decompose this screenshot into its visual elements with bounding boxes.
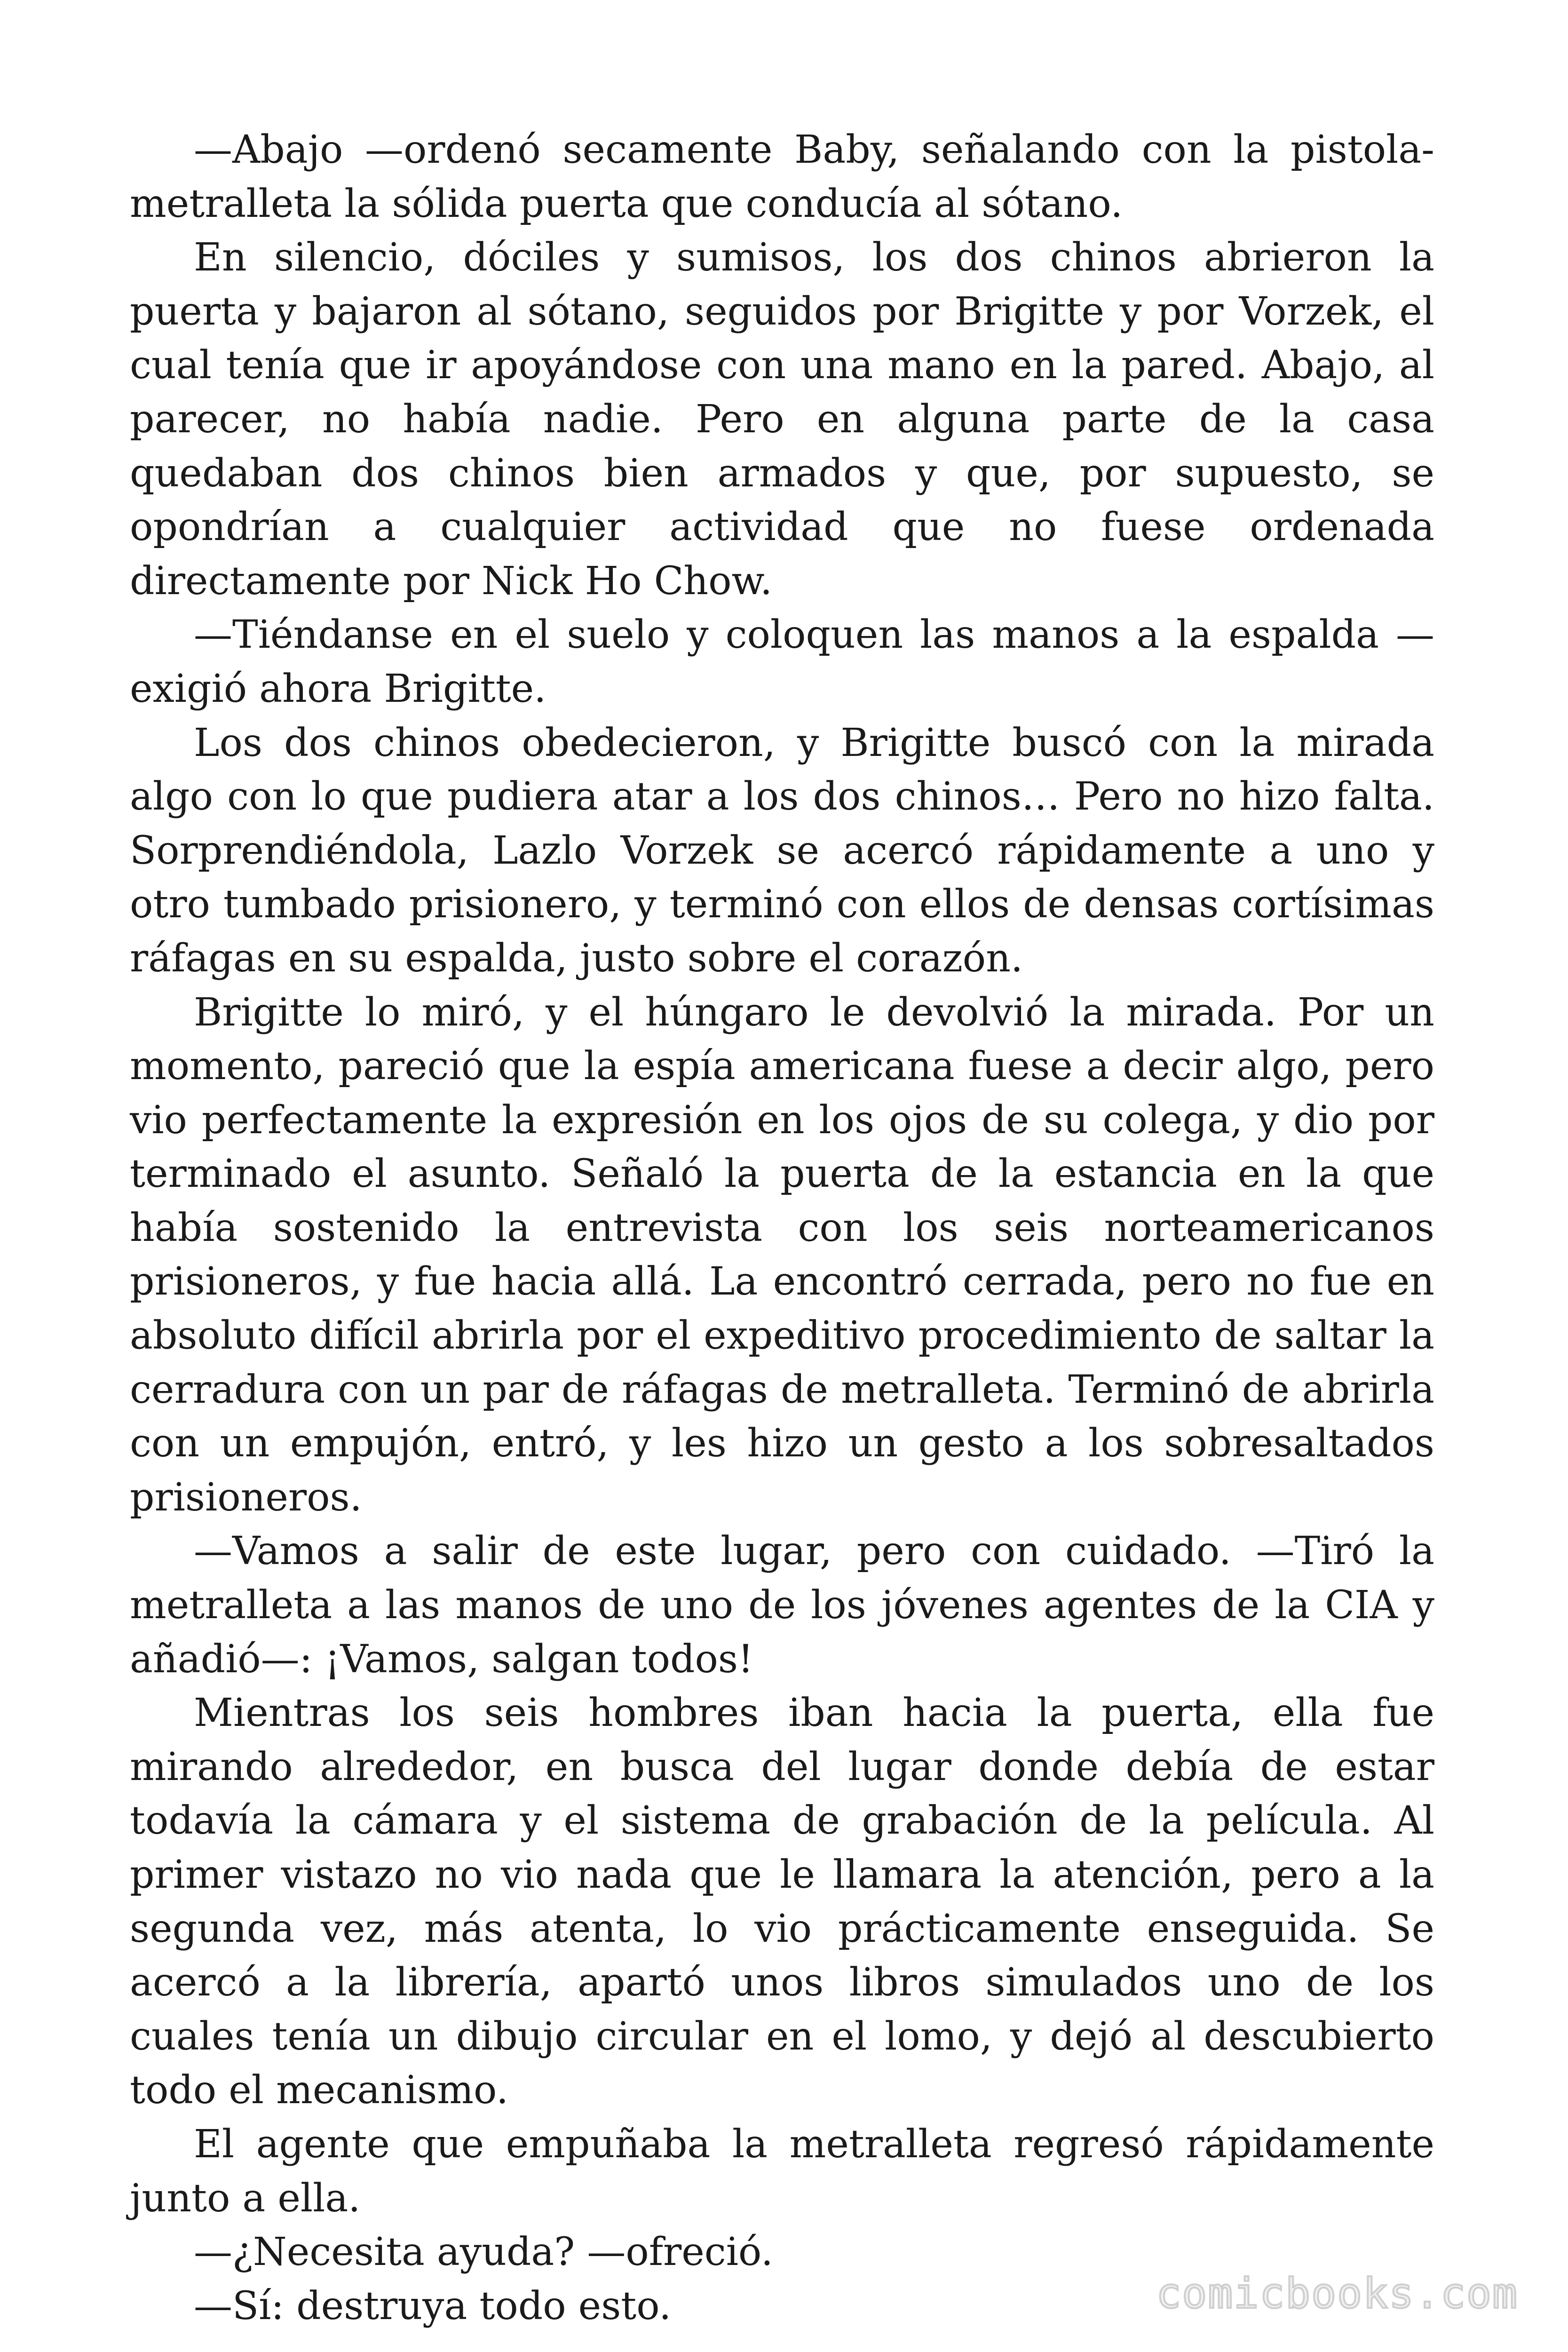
paragraph-3: —Tiéndanse en el suelo y coloquen las manos a la espalda —exigió ahora Brigitte. [130, 612, 1434, 711]
paragraph-2: En silencio, dóciles y sumisos, los dos chinos abrieron la puerta y bajaron al sótano, seguidos por Brigitte y por Vorzek, el cual tenía que ir apoyándose con una mano en la pared. Abajo, al parecer, no había nadie. Pero en alguna parte de la casa quedaban dos chinos bien armados y que, por supuesto, se opondrían a cualquier actividad que no fuese ordenada directamente por Nick Ho Chow. [130, 235, 1434, 604]
body-text [130, 123, 1434, 2333]
paragraph-1: —Abajo —ordenó secamente Baby, señalando con la pistola-metralleta la sólida puerta que conducía al sótano. [130, 127, 1434, 226]
watermark: comicbooks.com [1156, 2269, 1518, 2318]
paragraph-5: Brigitte lo miró, y el húngaro le devolvió la mirada. Por un momento, pareció que la espía americana fuese a decir algo, pero vio perfectamente la expresión en los ojos de su colega, y dio por terminado el asunto. Señaló la puerta de la estancia en la que había sostenido la entrevista con los seis norteamericanos prisioneros, y fue hacia allá. La encontró cerrada, pero no fue en absoluto difícil abrirla por el expeditivo procedimiento de saltar la cerradura con un par de ráfagas de metralleta. Terminó de abrirla con un empujón, entró, y les hizo un gesto a los sobresaltados prisioneros. [130, 990, 1434, 1520]
paragraph-7: Mientras los seis hombres iban hacia la puerta, ella fue mirando alrededor, en busca del lugar donde debía de estar todavía la cámara y el sistema de grabación de la película. Al primer vistazo no vio nada que le llamara la atención, pero a la segunda vez, más atenta, lo vio prácticamente enseguida. Se acercó a la librería, apartó unos libros simulados uno de los cuales tenía un dibujo circular en el lomo, y dejó al descubierto todo el mecanismo. [130, 1691, 1434, 2113]
paragraph-4: Los dos chinos obedecieron, y Brigitte buscó con la mirada algo con lo que pudiera atar a los dos chinos… Pero no hizo falta. Sorprendiéndola, Lazlo Vorzek se acercó rápidamente a uno y otro tumbado prisionero, y terminó con ellos de densas cortísimas ráfagas en su espalda, justo sobre el corazón. [130, 720, 1434, 981]
paragraph-8: El agente que empuñaba la metralleta regresó rápidamente junto a ella. [130, 2122, 1434, 2221]
paragraph-10: —Sí: destruya todo esto. [194, 2283, 672, 2328]
paragraph-9: —¿Necesita ayuda? —ofreció. [194, 2230, 773, 2275]
paragraph-6: —Vamos a salir de este lugar, pero con cuidado. —Tiró la metralleta a las manos de uno de los jóvenes agentes de la CIA y añadió—: ¡Vamos, salgan todos! [130, 1529, 1434, 1682]
